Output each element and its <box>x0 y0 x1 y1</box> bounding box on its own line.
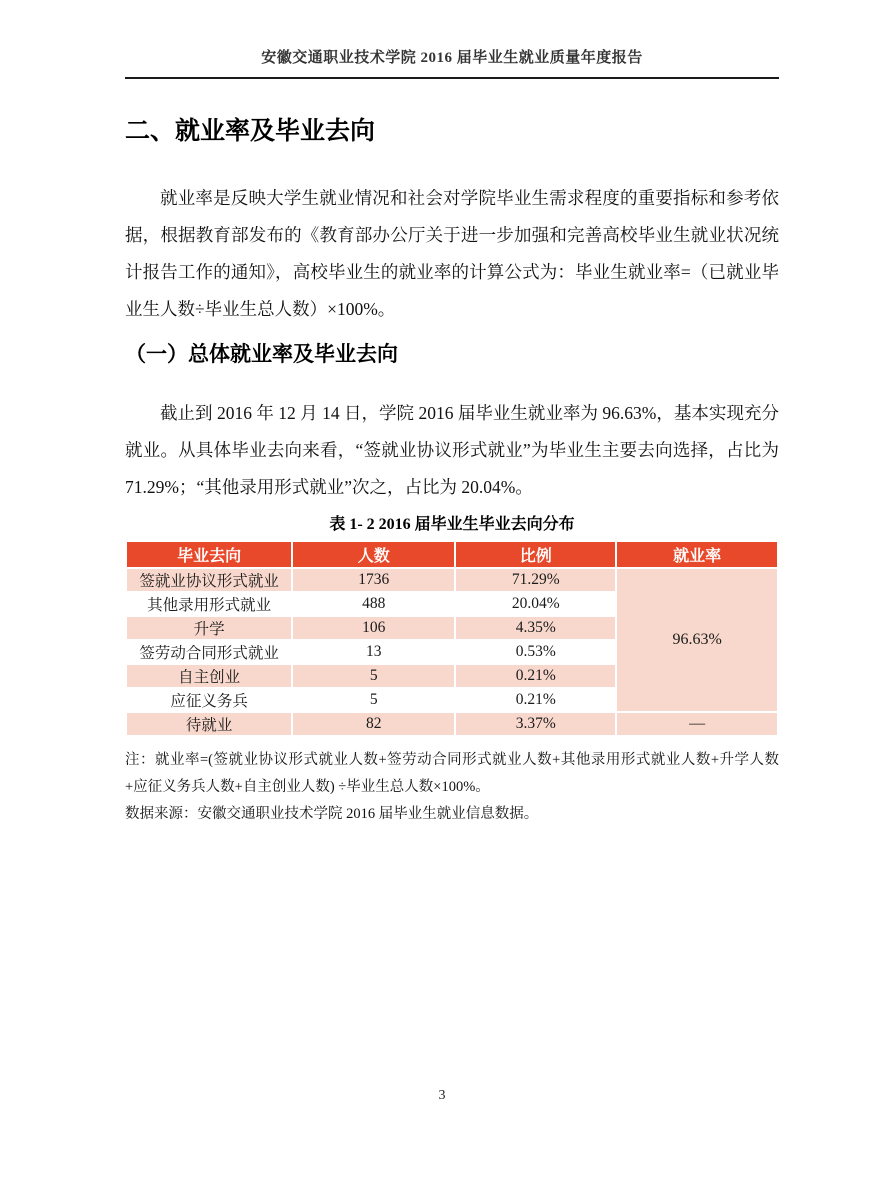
col-header-ratio: 比例 <box>455 541 616 568</box>
cell-destination: 签就业协议形式就业 <box>126 568 292 592</box>
table-row <box>126 712 778 736</box>
cell-ratio: 0.21% <box>455 664 616 688</box>
table-row <box>126 568 778 592</box>
table-header-row <box>126 541 778 568</box>
header-rule <box>125 77 779 79</box>
cell-employment-rate-merged: 96.63% <box>616 568 778 712</box>
cell-destination: 待就业 <box>126 712 292 736</box>
cell-employment-rate-pending: — <box>616 712 778 736</box>
cell-destination: 签劳动合同形式就业 <box>126 640 292 664</box>
note-data-source: 数据来源：安徽交通职业技术学院 2016 届毕业生就业信息数据。 <box>125 806 539 823</box>
cell-count: 1736 <box>292 568 455 592</box>
paragraph-employment-rate-definition: 就业率是反映大学生就业情况和社会对学院毕业生需求程度的重要指标和参考依据，根据教育部发布的《教育部办公厅关于进一步加强和完善高校毕业生就业状况统计报告工作的通知》，高校毕业生的就业率的计算公式为：毕业生就业率=（已就业毕业生人数÷毕业生总人数）×100%。 <box>125 188 779 319</box>
cell-ratio: 3.37% <box>455 712 616 736</box>
subsection-heading: （一）总体就业率及毕业去向 <box>125 343 398 366</box>
graduate-destination-table <box>125 540 779 737</box>
cell-count: 106 <box>292 616 455 640</box>
cell-count: 13 <box>292 640 455 664</box>
page-content <box>125 0 779 828</box>
table-notes <box>125 747 779 828</box>
col-header-employment-rate: 就业率 <box>616 541 778 568</box>
cell-count: 82 <box>292 712 455 736</box>
cell-count: 5 <box>292 664 455 688</box>
section-heading: 二、就业率及毕业去向 <box>125 117 376 145</box>
cell-ratio: 0.53% <box>455 640 616 664</box>
cell-ratio: 71.29% <box>455 568 616 592</box>
cell-ratio: 0.21% <box>455 688 616 712</box>
cell-destination: 应征义务兵 <box>126 688 292 712</box>
running-header-title: 安徽交通职业技术学院 2016 届毕业生就业质量年度报告 <box>261 50 643 66</box>
paragraph-overall-rate: 截止到 2016 年 12 月 14 日，学院 2016 届毕业生就业率为 96.63%，基本实现充分就业。从具体毕业去向来看，“签就业协议形式就业”为毕业生主要去向选择，占比为 71.29%；“其他录用形式就业”次之，占比为 20.04%。 <box>125 403 779 498</box>
page-number: 3 <box>438 1088 446 1103</box>
col-header-count: 人数 <box>292 541 455 568</box>
cell-destination: 升学 <box>126 616 292 640</box>
cell-ratio: 4.35% <box>455 616 616 640</box>
cell-count: 488 <box>292 592 455 616</box>
cell-destination: 其他录用形式就业 <box>126 592 292 616</box>
table-caption: 表 1- 2 2016 届毕业生毕业去向分布 <box>329 516 575 534</box>
note-formula: 注：就业率=(签就业协议形式就业人数+签劳动合同形式就业人数+其他录用形式就业人数+升学人数+应征义务兵人数+自主创业人数) ÷毕业生总人数×100%。 <box>125 752 779 796</box>
cell-ratio: 20.04% <box>455 592 616 616</box>
cell-count: 5 <box>292 688 455 712</box>
cell-destination: 自主创业 <box>126 664 292 688</box>
col-header-destination: 毕业去向 <box>126 541 292 568</box>
